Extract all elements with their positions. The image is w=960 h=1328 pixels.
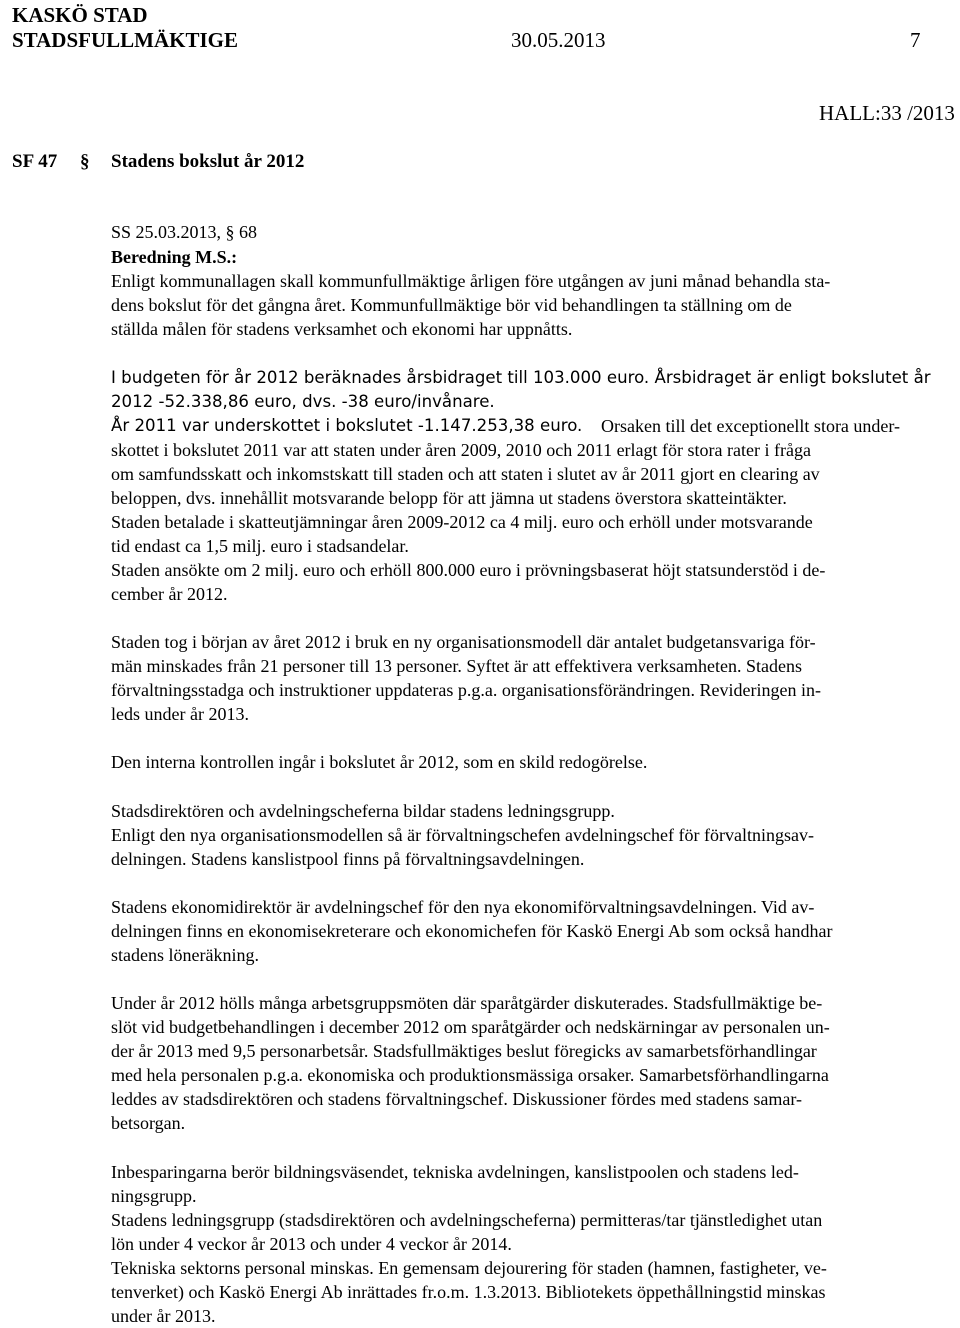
text-line: delningen. Stadens kanslistpool finns på förvaltningsavdelningen. <box>111 849 585 869</box>
text-line: Enligt kommunallagen skall kommunfullmäktige årligen före utgången av juni månad behandla sta- <box>111 271 831 291</box>
text-line: År 2011 var underskottet i bokslutet -1.147.253,38 euro. <box>111 416 583 435</box>
hall-reference: HALL:33 /2013 <box>819 101 955 125</box>
section-number: SF 47 <box>12 151 58 172</box>
meeting-date: 30.05.2013 <box>511 28 606 52</box>
section-symbol: § <box>80 151 90 172</box>
text-line: män minskades från 21 personer till 13 personer. Syftet är att effektivera verksamheten. Stadens <box>111 656 802 676</box>
text-line: Den interna kontrollen ingår i bokslutet år 2012, som en skild redogörelse. <box>111 752 648 772</box>
text-line: Enligt den nya organisationsmodellen så är förvaltningschefen avdelningschef för förvaltningsav- <box>111 825 814 845</box>
text-line: der år 2013 med 9,5 personarbetsår. Stadsfullmäktiges beslut föregicks av samarbetsförhandlingar <box>111 1041 817 1061</box>
text-line: dens bokslut för det gångna året. Kommunfullmäktige bör vid behandlingen ta ställning om de <box>111 295 792 315</box>
text-line: leds under år 2013. <box>111 704 249 724</box>
text-line: cember år 2012. <box>111 584 228 604</box>
text-line: betsorgan. <box>111 1113 186 1133</box>
text-line: Inbesparingarna berör bildningsväsendet, tekniska avdelningen, kanslistpoolen och stadens led- <box>111 1162 799 1182</box>
text-line: om samfundsskatt och inkomstskatt till staden och att staten i slutet av år 2011 gjort en clearing av <box>111 464 820 484</box>
text-line: Stadsdirektören och avdelningscheferna bildar stadens ledningsgrupp. <box>111 801 615 821</box>
text-line: ställda målen för stadens verksamhet och ekonomi har uppnåtts. <box>111 319 573 339</box>
text-line: beloppen, dvs. innehållit motsvarande belopp för att jämna ut stadens överstora skatteintäkter. <box>111 488 787 508</box>
text-line: Under år 2012 hölls många arbetsgruppsmöten där sparåtgärder diskuterades. Stadsfullmäktige be- <box>111 993 823 1013</box>
reference-line: SS 25.03.2013, § 68 <box>111 222 258 242</box>
text-line: 2012 -52.338,86 euro, dvs. -38 euro/invånare. <box>111 392 495 411</box>
text-line: under år 2013. <box>111 1306 216 1326</box>
page-number: 7 <box>910 28 921 52</box>
text-line: med hela personalen p.g.a. ekonomiska och produktionsmässiga orsaker. Samarbetsförhandlingarna <box>111 1065 829 1085</box>
council-name: STADSFULLMÄKTIGE <box>12 28 238 52</box>
text-line: Orsaken till det exceptionellt stora under- <box>601 416 901 436</box>
text-line: Stadens ledningsgrupp (stadsdirektören och avdelningscheferna) permitteras/tar tjänstledighet utan <box>111 1210 823 1230</box>
preparation-label: Beredning M.S.: <box>111 247 238 267</box>
text-line: Staden betalade i skatteutjämningar åren 2009-2012 ca 4 milj. euro och erhöll under motsvarande <box>111 512 813 532</box>
text-line: lön under 4 veckor år 2013 och under 4 veckor år 2014. <box>111 1234 512 1254</box>
text-line: delningen finns en ekonomisekreterare och ekonomichefen för Kaskö Energi Ab som också handhar <box>111 921 833 941</box>
text-line: Tekniska sektorns personal minskas. En gemensam dejourering för staden (hamnen, fastigheter, ve- <box>111 1258 827 1278</box>
municipality-name: KASKÖ STAD <box>12 3 148 27</box>
text-line: skottet i bokslutet 2011 var att staten under åren 2009, 2010 och 2011 erlagt för stora rater i fråga <box>111 440 811 460</box>
text-line: I budgeten för år 2012 beräknades årsbidraget till 103.000 euro. Årsbidraget är enligt bokslutet år <box>111 368 931 387</box>
text-line: förvaltningsstadga och instruktioner uppdateras p.g.a. organisationsförändringen. Revideringen in- <box>111 680 821 700</box>
text-line: leddes av stadsdirektören och stadens förvaltningschef. Diskussioner fördes med stadens samar- <box>111 1089 802 1109</box>
text-line: stadens löneräkning. <box>111 945 259 965</box>
text-line: Staden tog i början av året 2012 i bruk en ny organisationsmodell där antalet budgetansvariga för- <box>111 632 816 652</box>
text-line: Staden ansökte om 2 milj. euro och erhöll 800.000 euro i prövningsbaserat höjt statsunderstöd i de- <box>111 560 826 580</box>
text-line: slöt vid budgetbehandlingen i december 2012 om sparåtgärder och nedskärningar av personalen un- <box>111 1017 830 1037</box>
text-line: Stadens ekonomidirektör är avdelningschef för den nya ekonomiförvaltningsavdelningen. Vid av- <box>111 897 815 917</box>
text-line: tid endast ca 1,5 milj. euro i stadsandelar. <box>111 536 409 556</box>
section-title: Stadens bokslut år 2012 <box>111 151 305 172</box>
text-line: ningsgrupp. <box>111 1186 197 1206</box>
text-line: tenverket) och Kaskö Energi Ab inrättades fr.o.m. 1.3.2013. Bibliotekets öppethållningstid minskas <box>111 1282 826 1302</box>
